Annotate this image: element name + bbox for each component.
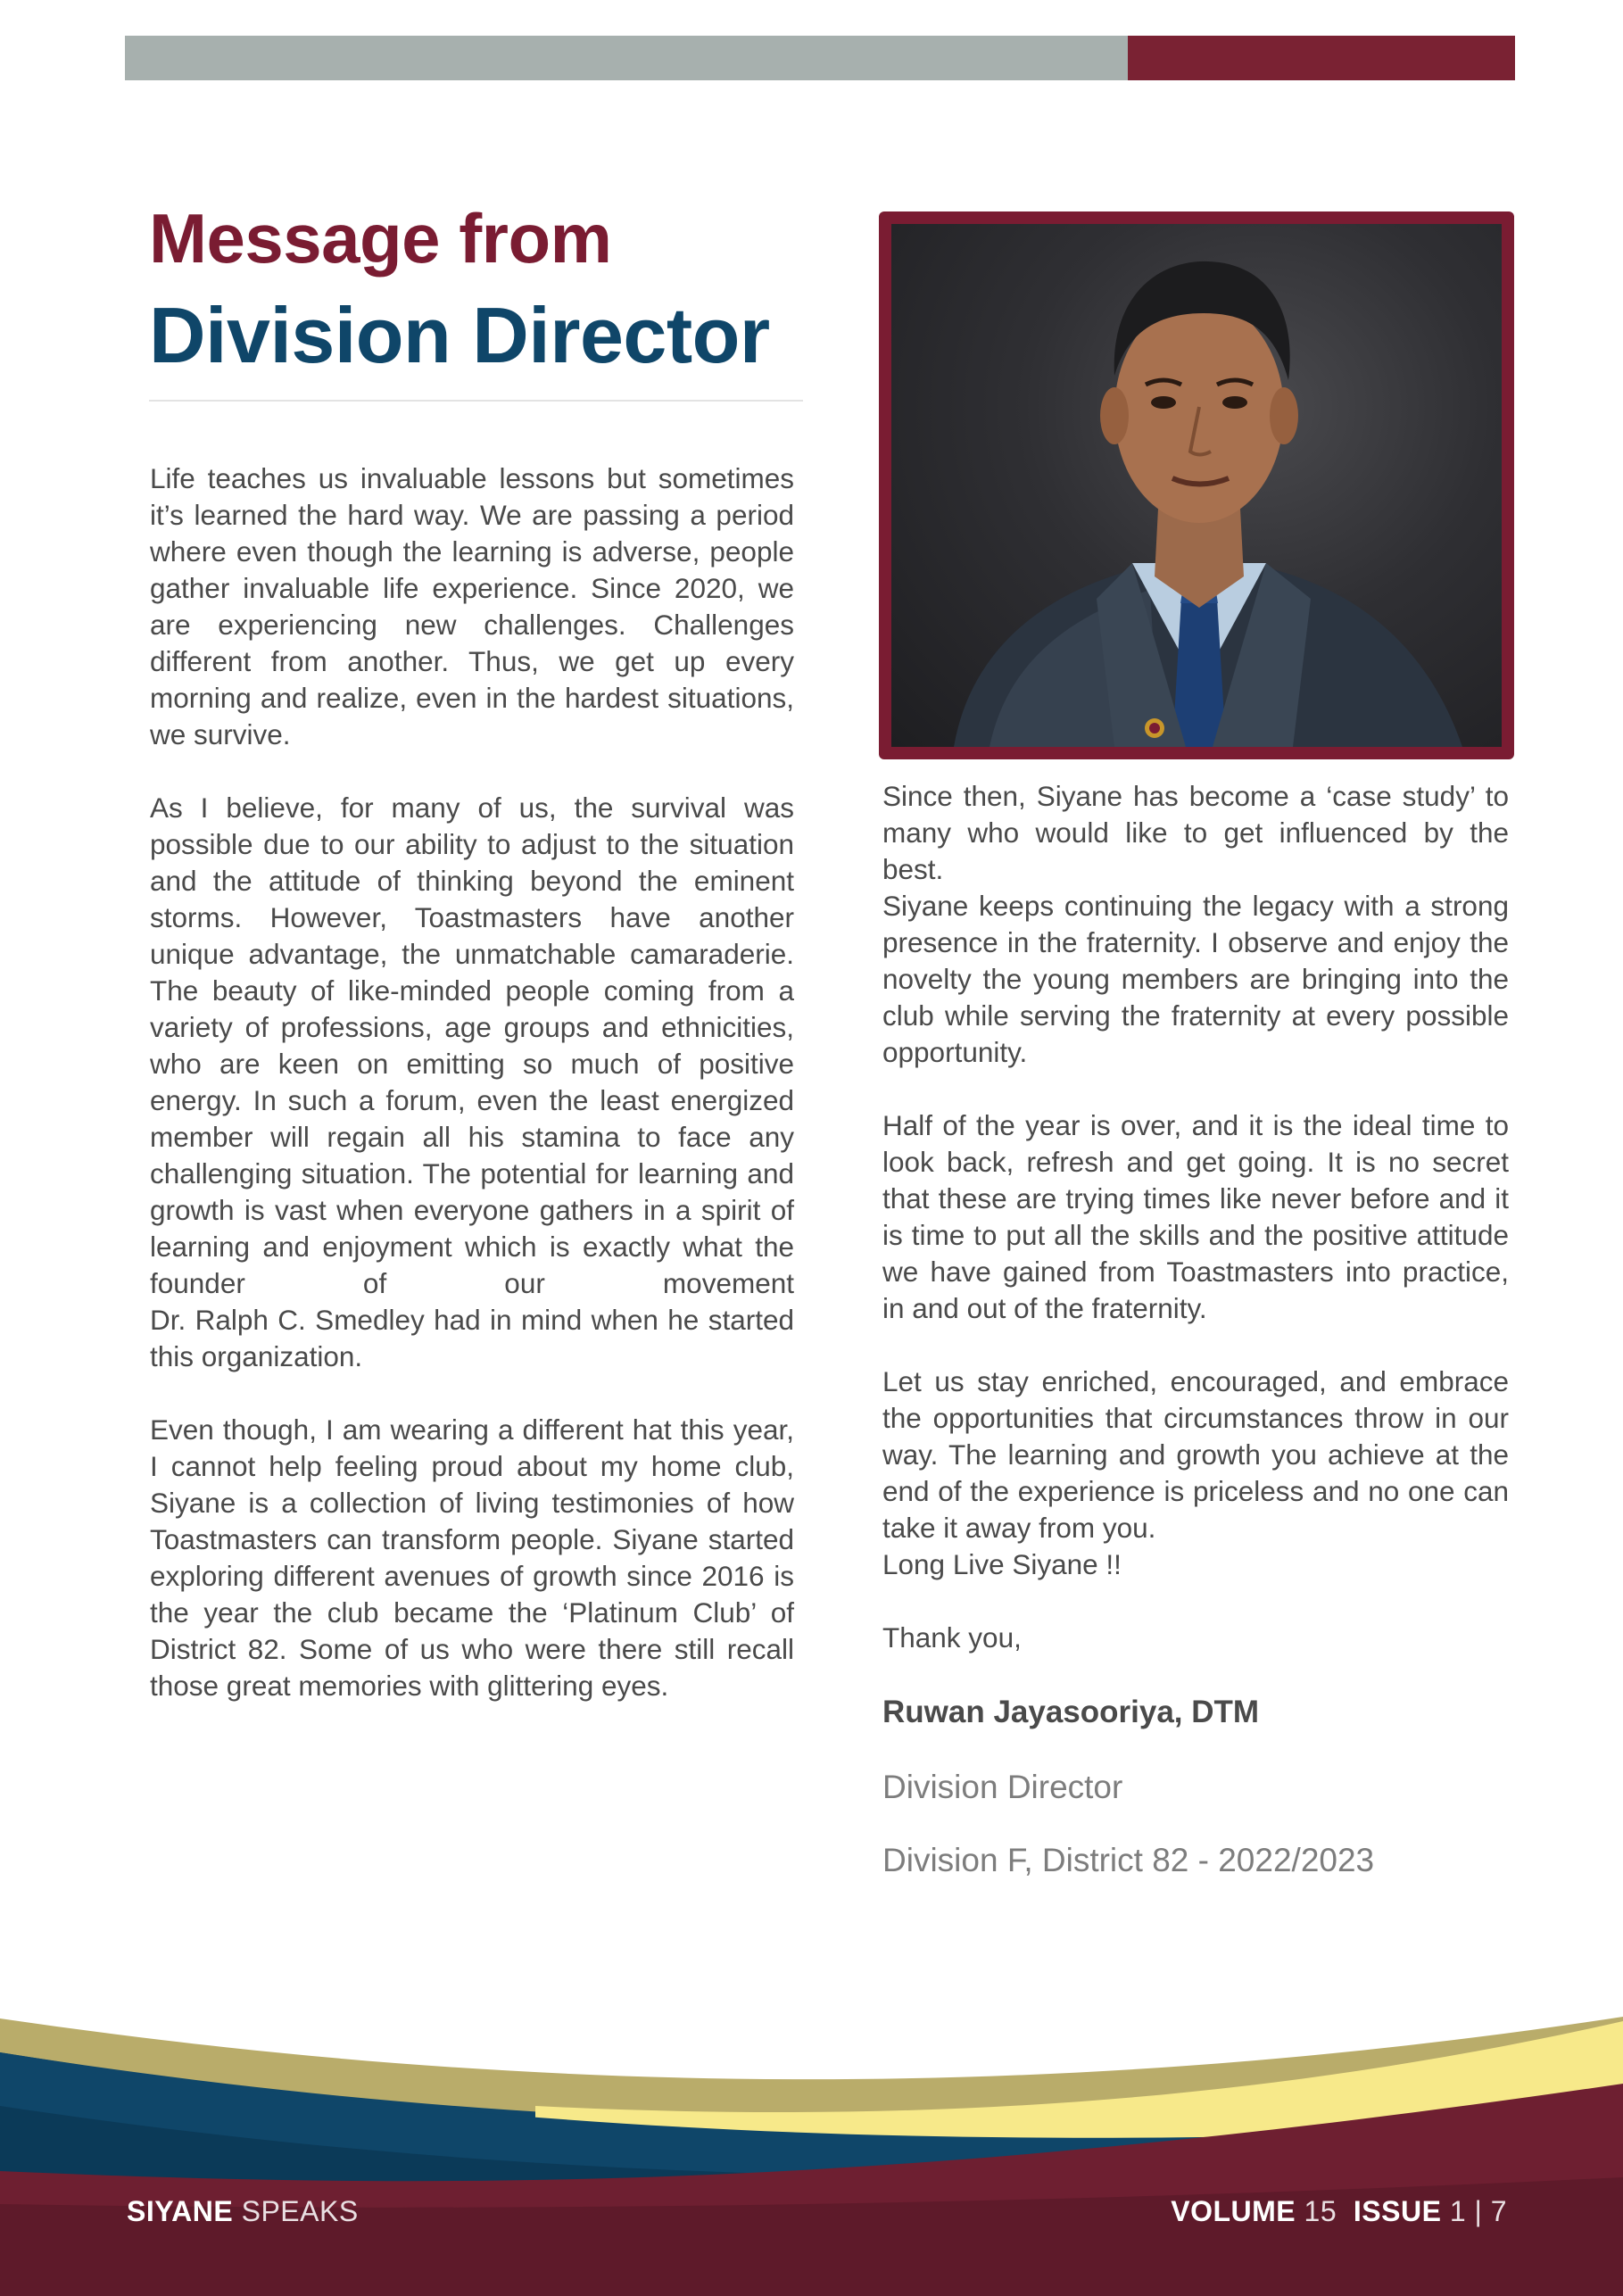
footer-issue-label: ISSUE (1353, 2195, 1442, 2227)
title-divider (149, 400, 803, 402)
signature-thanks: Thank you, (882, 1621, 1022, 1654)
footer-page-number: 7 (1490, 2195, 1507, 2227)
footer-brand-light: SPEAKS (241, 2195, 359, 2227)
footer-brand-bold: SIYANE (127, 2195, 234, 2227)
footer-volume-label: VOLUME (1171, 2195, 1296, 2227)
paragraph: Even though, I am wearing a different hat this year, I cannot help feeling proud about my home club, Siyane is a collection of living testimonies of how Toastmasters can transform people. Siyane started exploring different avenues of growth since 2016 is the year the club became the ‘Platinum Club’ of District 82. Some of us who were there still recall those great memories with glittering eyes. (150, 1413, 794, 1702)
article-right-column (882, 778, 1509, 1915)
footer-issue-info (1171, 2195, 1507, 2228)
paragraph: Since then, Siyane has become a ‘case study’ to many who would like to get influenced by the best. (882, 780, 1509, 885)
header-bar-maroon (1128, 36, 1515, 80)
signature-block (882, 1620, 1509, 1878)
paragraph: Let us stay enriched, encouraged, and embrace the opportunities that circumstances throw in our way. The learning and growth you achieve at the end of the experience is priceless and no one can take it away from you. (882, 1365, 1509, 1544)
paragraph: Siyane keeps continuing the legacy with a strong presence in the fraternity. I observe and enjoy the novelty the young members are bringing into the club while serving the fraternity at every possible opportunity. (882, 890, 1509, 1068)
paragraph: Dr. Ralph C. Smedley had in mind when he started this organization. (150, 1304, 794, 1372)
paragraph: Life teaches us invaluable lessons but sometimes it’s learned the hard way. We are passing a period where even though the learning is adverse, people gather invaluable life experience. Since 2020, we are experiencing new challenges. Challenges different from another. Thus, we get up every morning and realize, even in the hardest situations, we survive. (150, 462, 794, 750)
portrait-illustration (891, 224, 1502, 747)
footer-volume-number: 15 (1304, 2195, 1337, 2227)
paragraph: As I believe, for many of us, the survival was possible due to our ability to adjust to the situation and the attitude of thinking beyond the eminent storms. However, Toastmasters have another unique advantage, the unmatchable camaraderie. The beauty of like-minded people coming from a variety of professions, age groups and ethnicities, who are keen on emitting so much of positive energy. In such a forum, even the least energized member will regain all his stamina to face any challenging situation. The potential for learning and growth is vast when everyone gathers in a spirit of learning and enjoyment which is exactly what the founder of our movement (150, 792, 794, 1299)
article-left-column (150, 460, 794, 1741)
signature-name: Ruwan Jayasooriya, DTM (882, 1695, 1260, 1729)
page-title-line2: Division Director (149, 291, 770, 379)
page-title-line1: Message from (149, 199, 612, 278)
footer-wave-graphic (0, 1999, 1623, 2296)
footer-brand (127, 2195, 359, 2228)
paragraph: Long Live Siyane !! (882, 1548, 1122, 1580)
header-bar-grey (125, 36, 1128, 80)
footer-separator: | (1474, 2195, 1483, 2227)
footer-issue-number: 1 (1449, 2195, 1467, 2227)
portrait-frame (879, 211, 1514, 759)
director-portrait-photo (891, 224, 1502, 747)
signature-division: Division F, District 82 - 2022/2023 (882, 1842, 1375, 1878)
signature-role: Division Director (882, 1769, 1123, 1805)
paragraph: Half of the year is over, and it is the ideal time to look back, refresh and get going. It is no secret that these are trying times like never before and it is time to put all the skills and the positive attitude we have gained from Toastmasters into practice, in and out of the fraternity. (882, 1109, 1509, 1324)
